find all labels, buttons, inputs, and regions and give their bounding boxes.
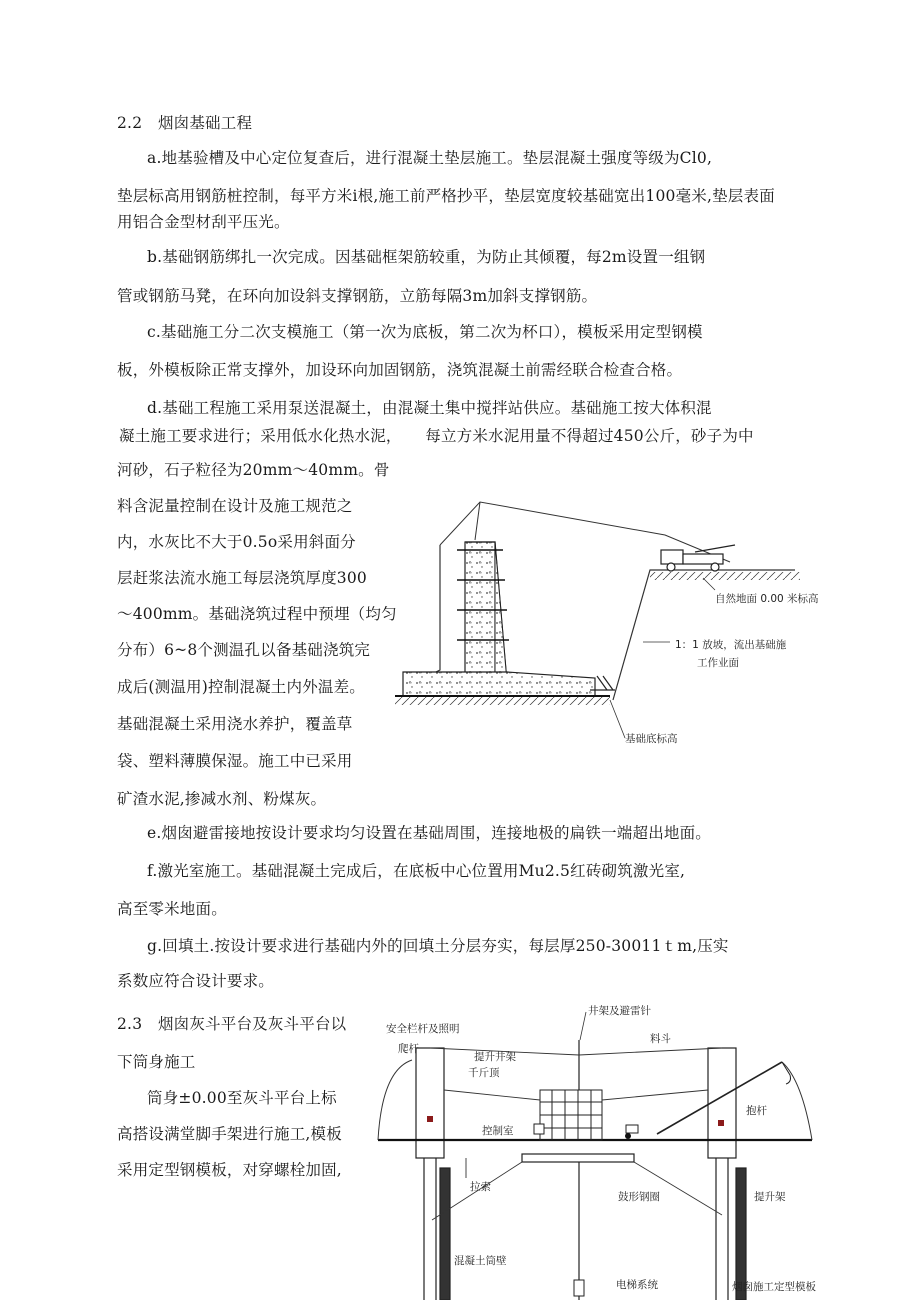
label-slope-1: 1：1 放坡，流出基础施 xyxy=(675,639,787,651)
paragraph-f-line-2: 高至零米地面。 xyxy=(117,900,227,918)
excavation-slope-right xyxy=(613,570,795,700)
paragraph-d-line-4: 料含泥量控制在设计及施工规范之 xyxy=(117,497,353,515)
section-2-3-line-3: 采用定型钢模板，对穿螺栓加固, xyxy=(117,1161,342,1179)
left-column xyxy=(416,1048,450,1300)
soil-bottom xyxy=(395,697,610,705)
paragraph-d-line-6: 层赶浆法流水施工每层浇筑厚度300 xyxy=(117,569,367,587)
paragraph-g-line-1: g.回填土.按设计要求进行基础内外的回填土分层夯实，每层厚250-30011ｔm,压实 xyxy=(147,937,729,955)
section-heading-2-3-line-1: 2.3 烟囱灰斗平台及灰斗平台以 xyxy=(117,1015,347,1033)
label-slope-2: 工作业面 xyxy=(697,657,739,669)
platform-hoisting-diagram xyxy=(372,1000,862,1300)
label-ring: 鼓形钢圈 xyxy=(618,1191,660,1203)
paragraph-d-line-5: 内，水灰比不大于0.5o采用斜面分 xyxy=(117,533,356,551)
foundation-section-diagram xyxy=(385,490,865,760)
paragraph-d-line-7: ～400mm。基础浇筑过程中预埋（均匀 xyxy=(117,605,397,623)
paragraph-d-line-8: 分布）6~8个测温孔以备基础浇筑完 xyxy=(117,641,371,659)
soil-ground xyxy=(650,572,800,580)
right-jack-marker xyxy=(718,1120,724,1126)
paragraph-a-line-1: a.地基验槽及中心定位复查后，进行混凝土垫层施工。垫层混凝土强度等级为Cl0, xyxy=(147,149,713,167)
paragraph-f-line-1: f.激光室施工。基础混凝土完成后，在底板中心位置用Mu2.5红砖砌筑激光室, xyxy=(147,862,686,880)
left-jack-marker xyxy=(427,1116,433,1122)
label-bottom-elevation: 基础底标高 xyxy=(625,733,678,745)
label-ground: 自然地面 0.00 米标高 xyxy=(715,593,819,605)
lift-frame-lattice xyxy=(540,1090,602,1140)
paragraph-c-line-1: c.基础施工分二次支模施工（第一次为底板，第二次为杯口），模板采用定型钢模 xyxy=(147,323,703,341)
paragraph-d-line-1: d.基础工程施工采用泵送混凝土，由混凝土集中搅拌站供应。基础施工按大体积混 xyxy=(147,399,712,417)
section-2-3-line-2: 高搭设满堂脚手架进行施工,模板 xyxy=(117,1125,342,1143)
paragraph-d-line-2: 凝土施工要求进行；采用低水化热水泥， 每立方米水泥用量不得超过450公斤，砂子为中 xyxy=(119,427,754,445)
section-2-3-line-1: 筒身±0.00至灰斗平台上标 xyxy=(147,1089,337,1107)
label-lift-rack: 提升架 xyxy=(754,1191,786,1203)
label-lift-frame: 提升井架 xyxy=(474,1051,516,1063)
paragraph-d-line-11: 袋、塑料薄膜保湿。施工中已采用 xyxy=(117,752,353,770)
label-ladder: 爬杆 xyxy=(398,1043,419,1055)
paragraph-b-line-1: b.基础钢筋绑扎一次完成。因基础框架筋较重，为防止其倾覆，每2m设置一组钢 xyxy=(147,248,706,266)
excavation-slope-left xyxy=(403,545,440,688)
label-control-room: 控制室 xyxy=(482,1125,514,1137)
pump-boom-line-2 xyxy=(475,502,480,540)
label-jack: 千斤顶 xyxy=(468,1067,500,1079)
label-hopper: 料斗 xyxy=(650,1033,671,1045)
section-heading-2-3-line-2: 下筒身施工 xyxy=(117,1053,196,1071)
label-boom: 抱杆 xyxy=(746,1105,767,1117)
label-wall: 混凝土筒壁 xyxy=(454,1255,507,1267)
paragraph-g-line-2: 系数应符合设计要求。 xyxy=(117,972,275,990)
paragraph-a-line-3: 用铝合金型材刮平压光。 xyxy=(117,213,290,231)
left-railing xyxy=(378,1060,412,1140)
paragraph-b-line-2: 管或钢筋马凳，在环向加设斜支撑钢筋，立筋每隔3m加斜支撑钢筋。 xyxy=(117,287,598,305)
cup-wall xyxy=(465,542,495,682)
label-derrick: 井架及避雷针 xyxy=(588,1005,651,1017)
label-railing: 安全栏杆及照明 xyxy=(386,1023,460,1035)
ring-beam xyxy=(522,1154,634,1162)
paragraph-e-line-1: e.烟囱避雷接地按设计要求均匀设置在基础周围，连接地极的扁铁一端超出地面。 xyxy=(147,824,712,842)
label-elevator: 电梯系统 xyxy=(616,1279,658,1291)
right-railing xyxy=(782,1062,812,1140)
paragraph-d-line-9: 成后(测温用)控制混凝土内外温差。 xyxy=(117,678,365,696)
section-heading-2-2: 2.2 烟囱基础工程 xyxy=(117,114,253,132)
paragraph-a-line-2: 垫层标高用钢筋桩控制，每平方米i根,施工前严格抄平，垫层宽度较基础宽出100毫米,垫层表面 xyxy=(117,187,775,205)
label-cable: 拉索 xyxy=(470,1181,491,1193)
paragraph-d-line-12: 矿渣水泥,掺减水剂、粉煤灰。 xyxy=(117,790,327,808)
paragraph-c-line-2: 板，外模板除正常支撑外，加设环向加固钢筋，浇筑混凝土前需经联合检查合格。 xyxy=(117,361,683,379)
paragraph-d-line-10: 基础混凝土采用浇水养护，覆盖草 xyxy=(117,715,353,733)
label-formwork: 烟囱施工定型模板 xyxy=(732,1281,816,1293)
base-slab xyxy=(403,672,595,696)
paragraph-d-line-3: 河砂，石子粒径为20mm～40mm。骨 xyxy=(117,461,390,479)
